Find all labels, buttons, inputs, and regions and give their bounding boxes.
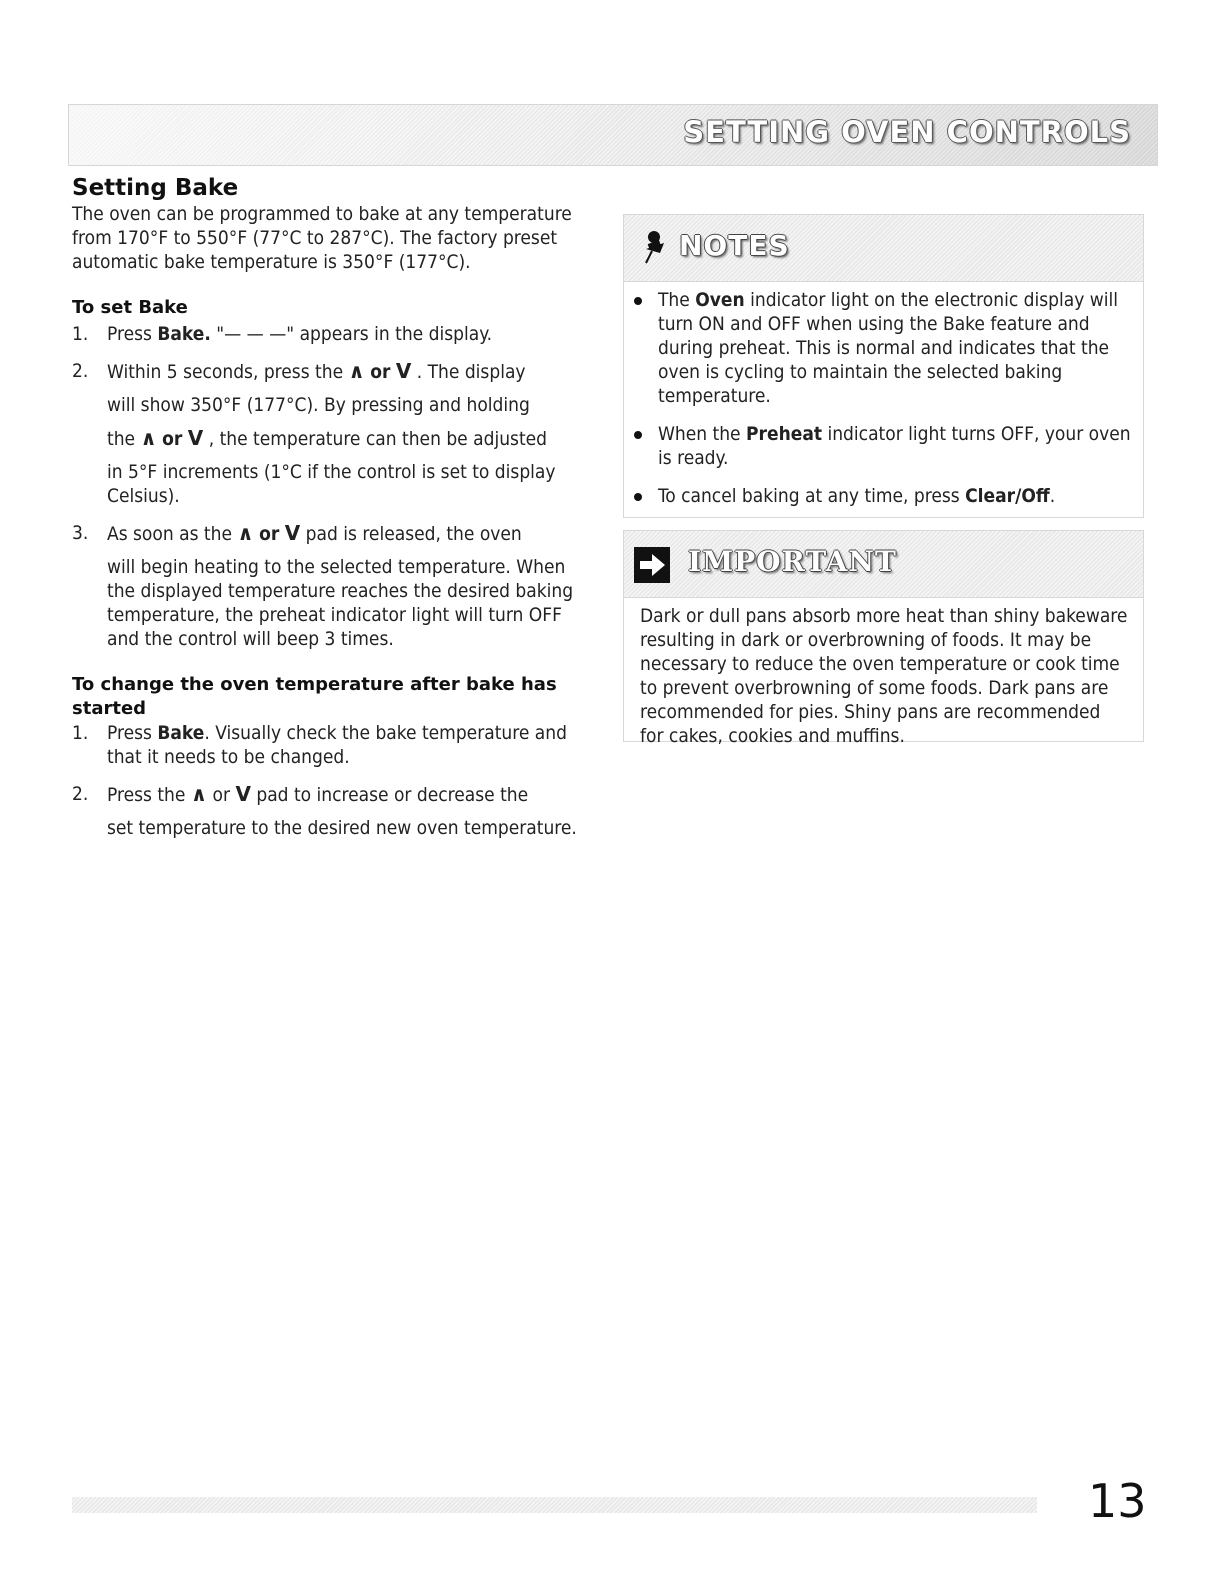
important-text: for cakes, cookies and muffins. — [640, 725, 905, 747]
pushpin-icon — [640, 229, 670, 265]
step-text: in 5°F increments (1°C if the control is set to display — [107, 461, 556, 483]
important-text: recommended for pies. Shiny pans are recommended — [640, 701, 1101, 723]
step-text: Press — [107, 323, 158, 345]
note-text: To cancel baking at any time, press — [658, 485, 966, 507]
up-arrow-icon: ∧ — [140, 426, 157, 450]
up-arrow-icon: ∧ — [237, 521, 254, 545]
bullet-dot — [634, 431, 642, 439]
heading-text: To change the oven temperature after bake has — [72, 674, 557, 695]
to-set-bake-heading: To set Bake — [72, 297, 188, 318]
note-text: indicator light turns OFF, your oven — [822, 423, 1131, 445]
step-text: , the temperature can then be adjusted — [203, 428, 548, 450]
page-number: 13 — [1088, 1474, 1147, 1528]
step-text: and the control will beep 3 times. — [107, 628, 394, 650]
important-text: to prevent overbrowning of some foods. Dark pans are — [640, 677, 1109, 699]
note-item — [632, 422, 1133, 470]
note-keyword: Clear/Off — [965, 485, 1050, 507]
important-header — [624, 531, 1143, 598]
note-text: turn ON and OFF when using the Bake feature and — [658, 313, 1090, 335]
step-text: . The display — [411, 361, 526, 383]
step-text: . Visually check the bake temperature and — [204, 722, 567, 744]
page-title: SETTING OVEN CONTROLS — [683, 115, 1131, 149]
note-text: When the — [658, 423, 747, 445]
note-text: oven is cycling to maintain the selected baking — [658, 361, 1063, 383]
note-text: indicator light on the electronic display will — [744, 289, 1119, 311]
header-band — [68, 104, 1158, 166]
notes-title: NOTES — [679, 229, 790, 262]
set-step-3 — [72, 521, 592, 651]
notes-body — [624, 282, 1143, 508]
important-text: resulting in dark or overbrowning of foods. It may be — [640, 629, 1092, 651]
step-text: pad is released, the oven — [300, 523, 522, 545]
step-text: will begin heating to the selected temperature. When — [107, 556, 566, 578]
note-text: . — [1049, 485, 1056, 507]
notes-header — [624, 215, 1143, 282]
important-text: necessary to reduce the oven temperature or cook time — [640, 653, 1120, 675]
change-step-1 — [72, 721, 592, 769]
set-step-2 — [72, 359, 592, 508]
step-text: will show 350°F (177°C). By pressing and holding — [107, 394, 530, 416]
step-number: 1. — [72, 722, 89, 744]
set-step-1 — [72, 322, 592, 346]
intro-line: The oven can be programmed to bake at any temperature — [72, 203, 572, 225]
step-text: pad to increase or decrease the — [250, 784, 529, 806]
step-number: 3. — [72, 522, 89, 544]
note-item — [632, 484, 1133, 508]
footer-band — [72, 1497, 1037, 1513]
important-box — [623, 530, 1144, 747]
intro-line: from 170°F to 550°F (77°C to 287°C). The factory preset — [72, 227, 558, 249]
note-keyword: Preheat — [746, 423, 823, 445]
or-text: or — [162, 428, 183, 450]
heading-text: started — [72, 698, 147, 719]
important-body — [624, 598, 1143, 748]
to-change-heading — [72, 673, 592, 721]
step-text: Press — [107, 722, 158, 744]
setting-bake-section — [72, 176, 592, 840]
step-text: Press the — [107, 784, 191, 806]
intro-line: automatic bake temperature is 350°F (177°C). — [72, 251, 471, 273]
important-title: IMPORTANT — [688, 545, 897, 578]
up-arrow-icon: ∧ — [348, 359, 365, 383]
change-step-2 — [72, 782, 592, 840]
note-text: is ready. — [658, 447, 729, 469]
bullet-dot — [634, 493, 642, 501]
step-number: 2. — [72, 783, 89, 805]
up-arrow-icon: ∧ — [190, 782, 208, 806]
down-arrow-icon: V — [395, 359, 412, 383]
notes-box — [623, 214, 1144, 518]
step-text: Celsius). — [107, 485, 180, 507]
down-arrow-icon: V — [187, 426, 204, 450]
step-text: As soon as the — [107, 523, 238, 545]
step-number: 2. — [72, 360, 89, 382]
down-arrow-icon: V — [284, 521, 301, 545]
important-text: Dark or dull pans absorb more heat than shiny bakeware — [640, 605, 1128, 627]
or-text: or — [212, 784, 230, 806]
note-text: The — [658, 289, 696, 311]
or-text: or — [370, 361, 391, 383]
or-text: or — [259, 523, 280, 545]
note-item — [632, 288, 1133, 408]
section-title: Setting Bake — [72, 175, 239, 201]
step-keyword: Bake — [157, 722, 205, 744]
step-text: that it needs to be changed. — [107, 746, 350, 768]
step-text: temperature, the preheat indicator light will turn OFF — [107, 604, 562, 626]
step-number: 1. — [72, 323, 89, 345]
bullet-dot — [634, 297, 642, 305]
note-text: temperature. — [658, 385, 771, 407]
step-text: the displayed temperature reaches the desired baking — [107, 580, 574, 602]
step-text: set temperature to the desired new oven temperature. — [107, 817, 577, 839]
arrow-right-icon — [634, 547, 670, 583]
step-text: "— — —" appears in the display. — [210, 323, 493, 345]
step-keyword: Bake. — [157, 323, 211, 345]
note-text: during preheat. This is normal and indicates that the — [658, 337, 1110, 359]
step-text: Within 5 seconds, press the — [107, 361, 349, 383]
note-keyword: Oven — [695, 289, 745, 311]
down-arrow-icon: V — [235, 782, 251, 806]
step-text: the — [107, 428, 141, 450]
